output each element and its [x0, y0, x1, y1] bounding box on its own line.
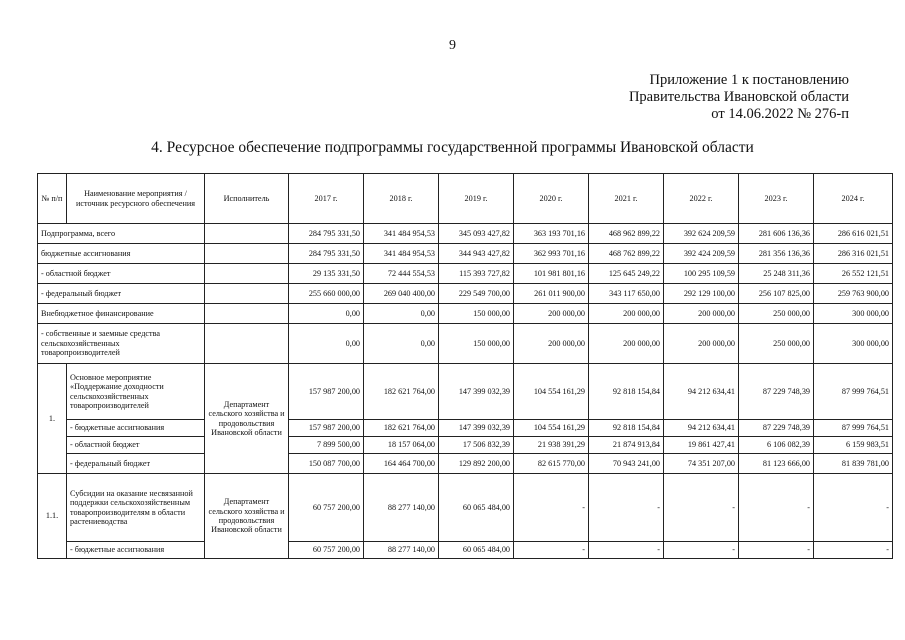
- value-cell: 150 087 700,00: [289, 454, 364, 474]
- header-year: 2022 г.: [664, 174, 739, 224]
- row-label: - федеральный бюджет: [38, 284, 205, 304]
- value-cell: 182 621 764,00: [364, 364, 439, 420]
- value-cell: 26 552 121,51: [814, 264, 893, 284]
- header-name: Наименование мероприятия / источник ресурсного обеспечения: [67, 174, 205, 224]
- value-cell: 25 248 311,36: [739, 264, 814, 284]
- value-cell: 182 621 764,00: [364, 420, 439, 437]
- table-row: [38, 437, 893, 454]
- value-cell: 200 000,00: [664, 304, 739, 324]
- value-cell: 17 506 832,39: [439, 437, 514, 454]
- row-label: Основное мероприятие «Поддержание доходности сельскохозяйственных товаропроизводителей: [67, 364, 205, 420]
- appendix-heading: [629, 72, 849, 123]
- value-cell: 281 606 136,36: [739, 224, 814, 244]
- value-cell: 0,00: [289, 304, 364, 324]
- value-cell: 100 295 109,59: [664, 264, 739, 284]
- value-cell: 341 484 954,53: [364, 224, 439, 244]
- value-cell: 94 212 634,41: [664, 364, 739, 420]
- value-cell: 18 157 064,00: [364, 437, 439, 454]
- value-cell: -: [664, 542, 739, 559]
- value-cell: 19 861 427,41: [664, 437, 739, 454]
- value-cell: 6 106 082,39: [739, 437, 814, 454]
- value-cell: 261 011 900,00: [514, 284, 589, 304]
- table-row: [38, 474, 893, 542]
- value-cell: 72 444 554,53: [364, 264, 439, 284]
- value-cell: 468 762 899,22: [589, 244, 664, 264]
- value-cell: 0,00: [364, 324, 439, 364]
- row-label: Субсидии на оказание несвязанной поддержки сельскохозяйственным товаропроизводителям в области растениеводства: [67, 474, 205, 542]
- value-cell: 345 093 427,82: [439, 224, 514, 244]
- value-cell: 468 962 899,22: [589, 224, 664, 244]
- row-label: - федеральный бюджет: [67, 454, 205, 474]
- item-number: 1.: [38, 364, 67, 474]
- value-cell: 256 107 825,00: [739, 284, 814, 304]
- value-cell: 164 464 700,00: [364, 454, 439, 474]
- table-row: [38, 224, 893, 244]
- section-title: 4. Ресурсное обеспечение подпрограммы государственной программы Ивановской области: [151, 139, 754, 156]
- value-cell: 250 000,00: [739, 304, 814, 324]
- value-cell: 87 229 748,39: [739, 420, 814, 437]
- executor-cell: Департамент сельского хозяйства и продовольствия Ивановской области: [205, 474, 289, 559]
- value-cell: 104 554 161,29: [514, 364, 589, 420]
- header-executor: Исполнитель: [205, 174, 289, 224]
- value-cell: 286 616 021,51: [814, 224, 893, 244]
- header-year: 2018 г.: [364, 174, 439, 224]
- item-number: 1.1.: [38, 474, 67, 559]
- row-label: Подпрограмма, всего: [38, 224, 205, 244]
- row-label: - бюджетные ассигнования: [67, 420, 205, 437]
- value-cell: 82 615 770,00: [514, 454, 589, 474]
- value-cell: 362 993 701,16: [514, 244, 589, 264]
- empty-cell: [205, 324, 289, 364]
- value-cell: 200 000,00: [664, 324, 739, 364]
- value-cell: 150 000,00: [439, 324, 514, 364]
- empty-cell: [205, 224, 289, 244]
- row-label: Внебюджетное финансирование: [38, 304, 205, 324]
- value-cell: 343 117 650,00: [589, 284, 664, 304]
- value-cell: 94 212 634,41: [664, 420, 739, 437]
- value-cell: 344 943 427,82: [439, 244, 514, 264]
- value-cell: 157 987 200,00: [289, 420, 364, 437]
- value-cell: -: [664, 474, 739, 542]
- table-row: [38, 542, 893, 559]
- row-label: бюджетные ассигнования: [38, 244, 205, 264]
- header-year: 2020 г.: [514, 174, 589, 224]
- empty-cell: [205, 244, 289, 264]
- value-cell: 284 795 331,50: [289, 224, 364, 244]
- value-cell: 150 000,00: [439, 304, 514, 324]
- value-cell: 300 000,00: [814, 304, 893, 324]
- value-cell: -: [589, 542, 664, 559]
- value-cell: 286 316 021,51: [814, 244, 893, 264]
- value-cell: 229 549 700,00: [439, 284, 514, 304]
- header-year: 2023 г.: [739, 174, 814, 224]
- value-cell: 284 795 331,50: [289, 244, 364, 264]
- value-cell: 200 000,00: [589, 304, 664, 324]
- header-year: 2017 г.: [289, 174, 364, 224]
- appendix-line-1: Приложение 1 к постановлению: [649, 72, 849, 88]
- value-cell: 157 987 200,00: [289, 364, 364, 420]
- header-year: 2019 г.: [439, 174, 514, 224]
- value-cell: 6 159 983,51: [814, 437, 893, 454]
- row-label: - бюджетные ассигнования: [67, 542, 205, 559]
- value-cell: -: [814, 474, 893, 542]
- header-year: 2024 г.: [814, 174, 893, 224]
- table-row: [38, 364, 893, 420]
- value-cell: 7 899 500,00: [289, 437, 364, 454]
- value-cell: 300 000,00: [814, 324, 893, 364]
- page-number: 9: [449, 38, 456, 53]
- value-cell: 92 818 154,84: [589, 420, 664, 437]
- empty-cell: [205, 284, 289, 304]
- value-cell: 125 645 249,22: [589, 264, 664, 284]
- value-cell: 88 277 140,00: [364, 474, 439, 542]
- appendix-line-2: Правительства Ивановской области: [628, 89, 849, 105]
- value-cell: 255 660 000,00: [289, 284, 364, 304]
- empty-cell: [205, 264, 289, 284]
- value-cell: 87 229 748,39: [739, 364, 814, 420]
- value-cell: 21 874 913,84: [589, 437, 664, 454]
- value-cell: 269 040 400,00: [364, 284, 439, 304]
- row-label: - областной бюджет: [38, 264, 205, 284]
- value-cell: 74 351 207,00: [664, 454, 739, 474]
- value-cell: 363 193 701,16: [514, 224, 589, 244]
- value-cell: 392 424 209,59: [664, 244, 739, 264]
- value-cell: 250 000,00: [739, 324, 814, 364]
- value-cell: 147 399 032,39: [439, 420, 514, 437]
- value-cell: -: [739, 542, 814, 559]
- value-cell: 104 554 161,29: [514, 420, 589, 437]
- table-row: [38, 284, 893, 304]
- value-cell: 341 484 954,53: [364, 244, 439, 264]
- table-row: [38, 454, 893, 474]
- value-cell: 70 943 241,00: [589, 454, 664, 474]
- table-row: [38, 324, 893, 364]
- value-cell: -: [514, 542, 589, 559]
- value-cell: 60 757 200,00: [289, 474, 364, 542]
- value-cell: 81 123 666,00: [739, 454, 814, 474]
- row-label: - собственные и заемные средства сельскохозяйственных товаропроизводителей: [38, 324, 205, 364]
- table-row: [38, 244, 893, 264]
- value-cell: 87 999 764,51: [814, 364, 893, 420]
- table-row: [38, 304, 893, 324]
- header-year: 2021 г.: [589, 174, 664, 224]
- value-cell: 29 135 331,50: [289, 264, 364, 284]
- value-cell: 147 399 032,39: [439, 364, 514, 420]
- value-cell: -: [739, 474, 814, 542]
- value-cell: 200 000,00: [589, 324, 664, 364]
- value-cell: 81 839 781,00: [814, 454, 893, 474]
- value-cell: 60 065 484,00: [439, 474, 514, 542]
- value-cell: 60 757 200,00: [289, 542, 364, 559]
- value-cell: 392 624 209,59: [664, 224, 739, 244]
- value-cell: 0,00: [289, 324, 364, 364]
- header-num: № п/п: [38, 174, 67, 224]
- value-cell: 88 277 140,00: [364, 542, 439, 559]
- appendix-line-3: от 14.06.2022 № 276-п: [711, 106, 849, 122]
- value-cell: 21 938 391,29: [514, 437, 589, 454]
- empty-cell: [205, 304, 289, 324]
- value-cell: 60 065 484,00: [439, 542, 514, 559]
- value-cell: 129 892 200,00: [439, 454, 514, 474]
- value-cell: 281 356 136,36: [739, 244, 814, 264]
- value-cell: -: [514, 474, 589, 542]
- table-header-row: [38, 174, 893, 224]
- row-label: - областной бюджет: [67, 437, 205, 454]
- value-cell: 259 763 900,00: [814, 284, 893, 304]
- value-cell: -: [814, 542, 893, 559]
- value-cell: 101 981 801,16: [514, 264, 589, 284]
- table-row: [38, 264, 893, 284]
- value-cell: 200 000,00: [514, 304, 589, 324]
- table-row: [38, 420, 893, 437]
- value-cell: 0,00: [364, 304, 439, 324]
- value-cell: 115 393 727,82: [439, 264, 514, 284]
- executor-cell: Департамент сельского хозяйства и продовольствия Ивановской области: [205, 364, 289, 474]
- value-cell: 87 999 764,51: [814, 420, 893, 437]
- value-cell: 200 000,00: [514, 324, 589, 364]
- value-cell: 92 818 154,84: [589, 364, 664, 420]
- resource-table: [37, 173, 893, 559]
- value-cell: 292 129 100,00: [664, 284, 739, 304]
- value-cell: -: [589, 474, 664, 542]
